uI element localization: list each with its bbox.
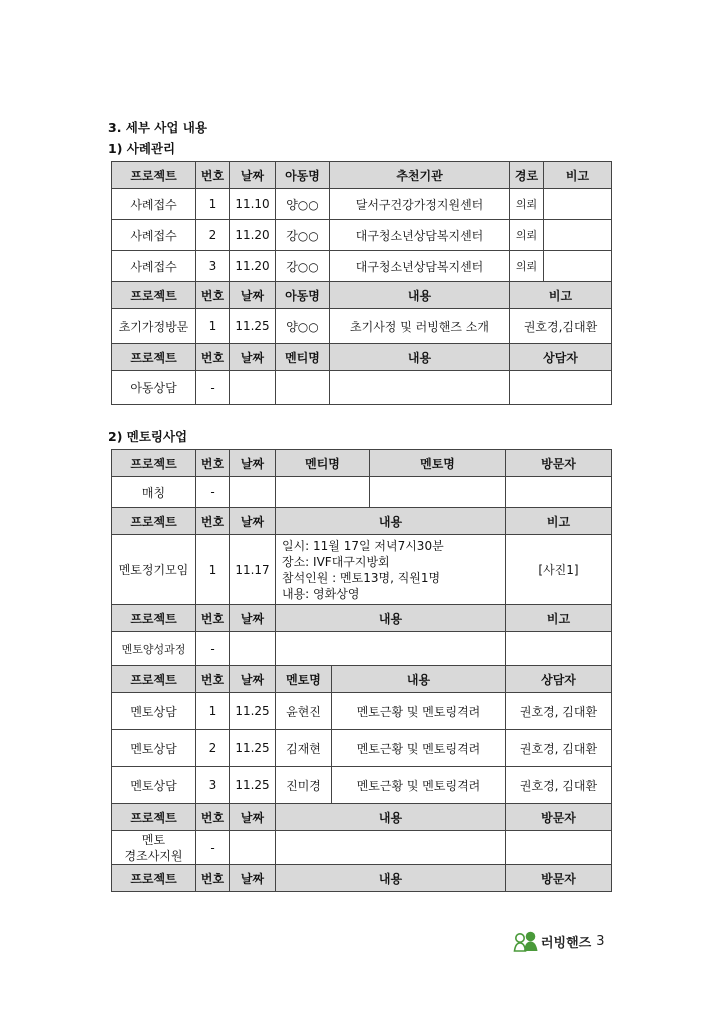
table-cell: 대구청소년상담복지센터 [330,220,510,251]
table-row [112,251,612,282]
header-cell: 프로젝트 [112,282,196,309]
table-cell: 11.25 [230,730,276,767]
table-cell: 멘토양성과정 [112,632,196,666]
table-cell: 달서구건강가정지원센터 [330,189,510,220]
header-cell: 아동명 [276,162,330,189]
header-cell: 방문자 [506,450,612,477]
header-cell: 프로젝트 [112,450,196,477]
table-cell [276,371,330,405]
sub2-title: 2) 멘토링사업 [108,429,188,444]
table-cell: 초기가정방문 [112,309,196,344]
header-cell: 내용 [330,344,510,371]
table-cell: 2 [196,730,230,767]
project-line: 멘토 [141,832,166,847]
table-row [112,693,612,730]
header-cell: 번호 [196,162,230,189]
table-header-row [112,865,612,892]
table-cell: 11.20 [230,251,276,282]
table-cell: 11.17 [230,535,276,605]
header-cell: 번호 [196,804,230,831]
header-cell: 번호 [196,508,230,535]
table-header-row [112,605,612,632]
header-cell: 멘토명 [276,666,332,693]
table-cell: 1 [196,309,230,344]
header-cell: 상담자 [510,344,612,371]
table-cell: 11.25 [230,693,276,730]
table-cell: 사례접수 [112,220,196,251]
header-cell: 프로젝트 [112,804,196,831]
table-cell [112,831,196,865]
table-cell: 의뢰 [510,189,544,220]
header-cell: 멘토명 [370,450,506,477]
page-number: 3 [596,933,605,949]
table-cell: 아동상담 [112,371,196,405]
detail-line: 참석인원 : 멘토13명, 직원1명 [282,570,441,585]
header-cell: 날짜 [230,605,276,632]
page-footer [513,930,605,952]
table-cell: 11.25 [230,309,276,344]
table-cell: 강○○ [276,220,330,251]
table-cell: 권호경,김대환 [510,309,612,344]
table-cell: 3 [196,251,230,282]
table-cell [230,371,276,405]
table-cell [276,632,506,666]
table-cell: 멘토상담 [112,730,196,767]
header-cell: 아동명 [276,282,330,309]
table-header-row [112,282,612,309]
table-cell [544,189,612,220]
table-row [112,632,612,666]
table-row [112,189,612,220]
table-header-row [112,450,612,477]
table-row [112,309,612,344]
table-cell [230,477,276,508]
header-cell: 멘티명 [276,450,370,477]
case-management-table [111,161,612,405]
table-cell: 권호경, 김대환 [506,693,612,730]
table-cell [276,477,370,508]
header-cell: 날짜 [230,865,276,892]
table-header-row [112,162,612,189]
header-cell: 내용 [276,508,506,535]
table-row [112,220,612,251]
header-cell: 상담자 [506,666,612,693]
table-cell: 양○○ [276,189,330,220]
header-cell: 날짜 [230,282,276,309]
table-row [112,371,612,405]
header-cell: 번호 [196,282,230,309]
header-cell: 날짜 [230,804,276,831]
table-cell: - [196,371,230,405]
header-cell: 번호 [196,450,230,477]
section-title: 3. 세부 사업 내용 [108,120,207,135]
header-cell: 방문자 [506,804,612,831]
table-cell: 권호경, 김대환 [506,730,612,767]
table-cell [370,477,506,508]
project-line: 경조사지원 [124,848,183,863]
header-cell: 비고 [544,162,612,189]
detail-line: 내용: 영화상영 [282,586,360,601]
detail-line: 장소: IVF대구지방회 [282,554,390,569]
table-cell: 매칭 [112,477,196,508]
table-cell: 멘토근황 및 멘토링격려 [332,730,506,767]
two-figures-logo-icon [513,930,539,952]
header-cell: 번호 [196,865,230,892]
table-header-row [112,804,612,831]
table-cell [506,477,612,508]
table-cell [230,831,276,865]
header-cell: 날짜 [230,344,276,371]
table-cell [510,371,612,405]
header-cell: 프로젝트 [112,508,196,535]
header-cell: 날짜 [230,508,276,535]
mentoring-table [111,449,612,892]
table-row [112,730,612,767]
table-cell [544,251,612,282]
header-cell: 번호 [196,344,230,371]
table-cell [230,632,276,666]
table-cell: 강○○ [276,251,330,282]
header-cell: 프로젝트 [112,344,196,371]
table-cell [330,371,510,405]
table-row [112,477,612,508]
table-cell: 11.20 [230,220,276,251]
table-cell: 사례접수 [112,189,196,220]
brand-name: 러빙핸즈 [541,935,592,951]
table-cell [276,831,506,865]
table-cell: 멘토상담 [112,767,196,804]
table-cell: - [196,831,230,865]
header-cell: 내용 [276,605,506,632]
header-cell: 날짜 [230,666,276,693]
table-cell: 2 [196,220,230,251]
table-cell: 사례접수 [112,251,196,282]
header-cell: 비고 [506,605,612,632]
header-cell: 내용 [332,666,506,693]
table-cell: 의뢰 [510,251,544,282]
header-cell: 프로젝트 [112,666,196,693]
table-cell: [사진1] [506,535,612,605]
table-header-row [112,508,612,535]
header-cell: 프로젝트 [112,865,196,892]
header-cell: 방문자 [506,865,612,892]
header-cell: 내용 [276,804,506,831]
table-cell: 진미경 [276,767,332,804]
header-cell: 경로 [510,162,544,189]
header-cell: 프로젝트 [112,162,196,189]
header-cell: 프로젝트 [112,605,196,632]
table-cell: 멘토근황 및 멘토링격려 [332,693,506,730]
table-cell: 1 [196,693,230,730]
table-cell: - [196,477,230,508]
table-cell: 윤현진 [276,693,332,730]
table-cell: - [196,632,230,666]
table-cell: 김재현 [276,730,332,767]
table-cell [506,831,612,865]
table-cell: 양○○ [276,309,330,344]
header-cell: 비고 [510,282,612,309]
table-cell: 초기사정 및 러빙핸즈 소개 [330,309,510,344]
table-cell: 의뢰 [510,220,544,251]
table-cell: 11.25 [230,767,276,804]
table-cell: 대구청소년상담복지센터 [330,251,510,282]
table-cell: 멘토근황 및 멘토링격려 [332,767,506,804]
table-header-row [112,344,612,371]
table-cell: 멘토정기모임 [112,535,196,605]
table-cell: 1 [196,535,230,605]
header-cell: 번호 [196,605,230,632]
table-cell: 1 [196,189,230,220]
sub1-title: 1) 사례관리 [108,141,176,156]
detail-line: 일시: 11월 17일 저녁7시30분 [282,538,444,553]
header-cell: 날짜 [230,162,276,189]
table-row [112,535,612,605]
table-cell [506,632,612,666]
table-cell: 3 [196,767,230,804]
header-cell: 내용 [330,282,510,309]
header-cell: 추천기관 [330,162,510,189]
header-cell: 내용 [276,865,506,892]
table-cell: 멘토상담 [112,693,196,730]
table-row [112,767,612,804]
table-cell: 11.10 [230,189,276,220]
meeting-details-cell [276,535,506,605]
table-row [112,831,612,865]
header-cell: 번호 [196,666,230,693]
table-cell [544,220,612,251]
table-header-row [112,666,612,693]
header-cell: 비고 [506,508,612,535]
table-cell: 권호경, 김대환 [506,767,612,804]
header-cell: 멘티명 [276,344,330,371]
header-cell: 날짜 [230,450,276,477]
